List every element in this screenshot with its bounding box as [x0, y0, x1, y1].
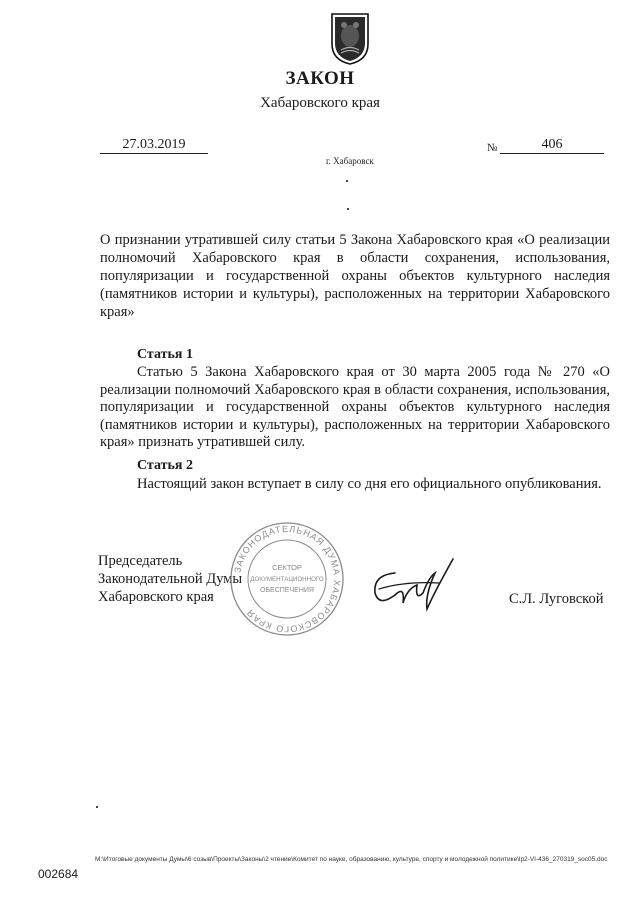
document-title: ЗАКОН — [285, 68, 355, 89]
scan-speck — [347, 208, 349, 210]
document-date: 27.03.2019 — [100, 137, 208, 154]
stamp-inner-line-1: СЕКТОР — [272, 563, 302, 572]
law-heading: О признании утратившей силу статьи 5 Закона Хабаровского края «О реализации полномочий Хабаровского края в области сохранения, использования, популяризации и государственной охраны объектов культурного наследия (памятников истории и культуры), расположенных на территории Хабаровского края» — [100, 232, 610, 320]
article-2-text: Настоящий закон вступает в силу со дня его официального опубликования. — [137, 476, 602, 492]
number-sign: № — [487, 142, 498, 154]
scan-speck — [96, 806, 98, 808]
stamp-outer-text: ЗАКОНОДАТЕЛЬНАЯ ДУМА ХАБАРОВСКОГО КРАЯ — [232, 523, 343, 635]
document-subtitle: Хабаровского края — [260, 95, 380, 111]
document-city: г. Хабаровск — [326, 156, 374, 166]
signatory-position — [98, 552, 242, 606]
position-line-1: Председатель — [98, 553, 183, 569]
stamp-inner-line-2: ДОКУМЕНТАЦИОННОГО — [250, 576, 324, 583]
file-path: M:\Итоговые документы Думы\6 созыв\Проекты\Законы\2 чтение\Комитет по науке, образованию, культуре, спорту и молодежной политике\lp2-VI-436_270319_soc05.doc — [95, 856, 608, 863]
document-code: 002684 — [38, 867, 79, 881]
article-2-title: Статья 2 — [137, 458, 193, 473]
signatory-name: С.Л. Луговской — [509, 591, 604, 607]
document-number: 406 — [500, 137, 604, 154]
position-line-2: Законодательной Думы — [98, 571, 243, 587]
position-line-3: Хабаровского края — [98, 589, 214, 605]
scan-speck — [346, 180, 348, 182]
coat-of-arms-icon — [329, 10, 371, 66]
official-stamp — [228, 520, 346, 638]
stamp-inner-line-3: ОБЕСПЕЧЕНИЯ — [260, 587, 314, 594]
article-1-text: Статью 5 Закона Хабаровского края от 30 марта 2005 года № 270 «О реализации полномочий Хабаровского края в области сохранения, использования, популяризации и государственной охраны объектов культурного наследия (памятников истории и культуры), расположенных на территории Хабаровского края» признать утратившей силу. — [100, 364, 610, 450]
article-1-title: Статья 1 — [137, 347, 193, 362]
handwritten-signature — [365, 555, 460, 615]
